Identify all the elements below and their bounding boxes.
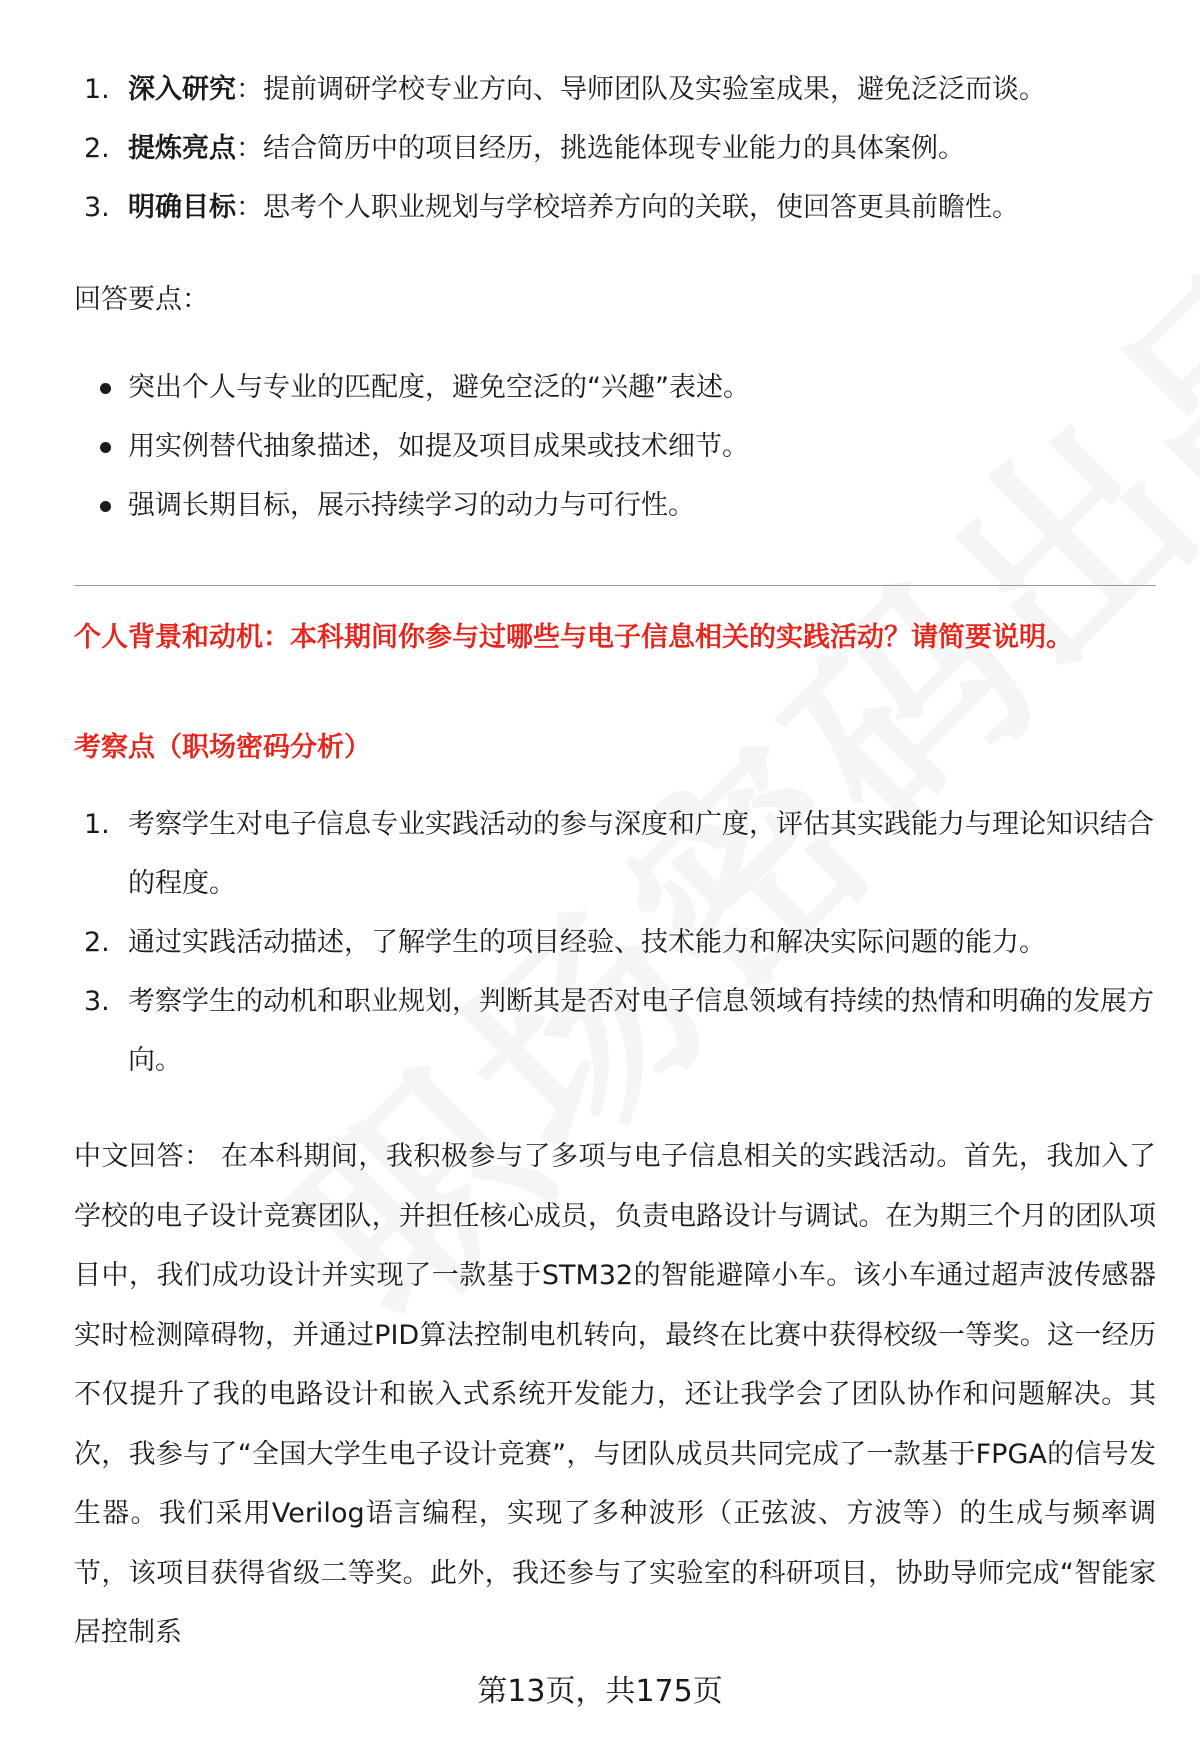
- list-item: [74, 972, 1156, 1090]
- answer-points-list: [74, 358, 1156, 535]
- list-item: [74, 60, 1156, 119]
- list-item-bold: 提炼亮点: [128, 133, 236, 164]
- list-item-text: ：结合简历中的项目经历，挑选能体现专业能力的具体案例。: [236, 133, 965, 164]
- list-item-text: ：提前调研学校专业方向、导师团队及实验室成果，避免泛泛而谈。: [236, 74, 1046, 105]
- list-number: 1.: [84, 809, 110, 840]
- bullet-text: 用实例替代抽象描述，如提及项目成果或技术细节。: [128, 431, 749, 462]
- page-footer: 第13页，共175页: [477, 1674, 723, 1709]
- bullet-dot-icon: [100, 383, 111, 394]
- bullet-dot-icon: [100, 501, 111, 512]
- list-number: 3.: [84, 192, 110, 223]
- bullet-item: [74, 417, 1156, 476]
- list-item: [74, 119, 1156, 178]
- list-item-text: 考察学生的动机和职业规划，判断其是否对电子信息领域有持续的热情和明确的发展方向。: [128, 986, 1154, 1076]
- list-item: [74, 178, 1156, 237]
- question-heading: 个人背景和动机：本科期间你参与过哪些与电子信息相关的实践活动？请简要说明。: [74, 622, 1073, 653]
- list-number: 1.: [84, 74, 110, 105]
- list-number: 2.: [84, 133, 110, 164]
- list-item-text: ：思考个人职业规划与学校培养方向的关联，使回答更具前瞻性。: [236, 192, 1019, 223]
- bullet-dot-icon: [100, 442, 111, 453]
- bullet-item: [74, 358, 1156, 417]
- list-item-bold: 深入研究: [128, 74, 236, 105]
- list-item: [74, 913, 1156, 972]
- list-item-bold: 明确目标: [128, 192, 236, 223]
- list-number: 3.: [84, 986, 110, 1017]
- list-number: 2.: [84, 927, 110, 958]
- tips-list: [74, 60, 1156, 237]
- answer-points-heading: 回答要点：: [74, 284, 209, 315]
- bullet-item: [74, 476, 1156, 535]
- list-item-text: 考察学生对电子信息专业实践活动的参与深度和广度，评估其实践能力与理论知识结合的程度。: [128, 809, 1154, 899]
- list-item-text: 通过实践活动描述，了解学生的项目经验、技术能力和解决实际问题的能力。: [128, 927, 1046, 958]
- bullet-text: 突出个人与专业的匹配度，避免空泛的“兴趣”表述。: [128, 372, 750, 403]
- section-divider: [74, 585, 1156, 586]
- bullet-text: 强调长期目标，展示持续学习的动力与可行性。: [128, 490, 695, 521]
- exam-points-list: [74, 795, 1156, 1090]
- exam-point-heading: 考察点（职场密码分析）: [74, 732, 371, 763]
- answer-paragraph: 中文回答： 在本科期间，我积极参与了多项与电子信息相关的实践活动。首先，我加入了学校的电子设计竞赛团队，并担任核心成员，负责电路设计与调试。在为期三个月的团队项目中，我们成功设计并实现了一款基于STM32的智能避障小车。该小车通过超声波传感器实时检测障碍物，并通过PID算法控制电机转向，最终在比赛中获得校级一等奖。这一经历不仅提升了我的电路设计和嵌入式系统开发能力，还让我学会了团队协作和问题解决。其次，我参与了“全国大学生电子设计竞赛”，与团队成员共同完成了一款基于FPGA的信号发生器。我们采用Verilog语言编程，实现了多种波形（正弦波、方波等）的生成与频率调节，该项目获得省级二等奖。此外，我还参与了实验室的科研项目，协助导师完成“智能家居控制系: [74, 1141, 1156, 1648]
- list-item: [74, 795, 1156, 913]
